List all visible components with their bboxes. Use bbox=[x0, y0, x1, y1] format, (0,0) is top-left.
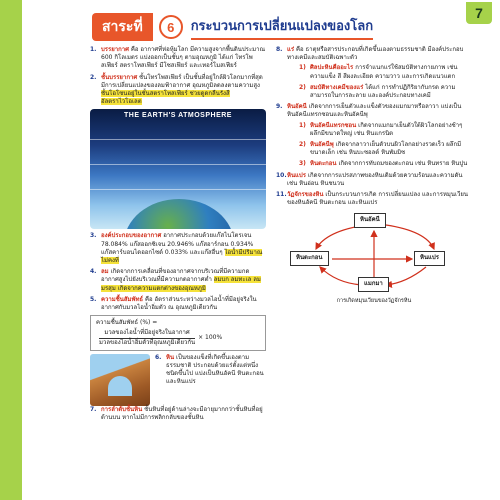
sub-item bbox=[299, 64, 470, 80]
sub-item-number: 2) bbox=[299, 141, 306, 149]
sub-item bbox=[299, 122, 470, 138]
item-number: 10. bbox=[276, 171, 287, 179]
list-item bbox=[276, 46, 470, 100]
sub-item bbox=[299, 84, 470, 100]
sub-item-term: หินอัคนีแทรกซอน bbox=[310, 121, 357, 129]
item-number: 11. bbox=[276, 191, 287, 199]
item-highlight: ชั้นโอโซนอยู่ในชั้นสตราโทสเฟียร์ ช่วยดูดกลืนรังสีอัลตราไวโอเลต bbox=[101, 90, 230, 106]
item-text: ชั้นหินที่อยู่ด้านล่างจะมีอายุมากกว่าชั้นหินที่อยู่ด้านบน หากไม่มีการพลิกกลับของชั้นหิน bbox=[101, 405, 263, 422]
item-term: แร่ bbox=[287, 46, 295, 53]
sub-item-text: เกิดจากลาวาเย็นตัวบนผิวโลกอย่างรวดเร็ว ผลึกมีขนาดเล็ก เช่น หินบะซอลต์ หินพัมมิซ bbox=[310, 141, 462, 157]
item-term: การลำดับชั้นหิน bbox=[101, 405, 143, 413]
formula-box bbox=[90, 315, 266, 351]
formula-row bbox=[96, 329, 260, 346]
section-title: กระบวนการเปลี่ยนแปลงของโลก bbox=[191, 15, 373, 40]
item-term: บรรยากาศ bbox=[101, 46, 129, 53]
item-term: องค์ประกอบของอากาศ bbox=[101, 232, 162, 240]
cycle-arrow bbox=[386, 225, 434, 249]
item-number: 1. bbox=[90, 46, 97, 53]
formula-denominator: มวลของไอน้ำอิ่มตัวที่อุณหภูมิเดียวกัน bbox=[99, 338, 196, 346]
item-text: ชั้นโทรโพสเฟียร์ เป็นชั้นที่อยู่ใกล้ผิวโลกมากที่สุด มีการเปลี่ยนแปลงของลมฟ้าอากาศ อุณหภูมิลดลงตามความสูง bbox=[101, 73, 263, 89]
rock-row bbox=[90, 354, 266, 406]
formula-numerator: มวลของไอน้ำที่มีอยู่จริงในอากาศ bbox=[99, 329, 195, 338]
list-item bbox=[90, 74, 266, 107]
item-term: หินแปร bbox=[287, 171, 306, 179]
sub-item-text: เกิดจากแมกมาเย็นตัวใต้ผิวโลกอย่างช้าๆ ผลึกมีขนาดใหญ่ เช่น หินแกรนิต bbox=[310, 121, 463, 137]
sub-item-number: 2) bbox=[299, 83, 306, 91]
item-term: หิน bbox=[166, 353, 175, 361]
item-text: เกิดจากการเคลื่อนที่ของอากาศจากบริเวณที่มีความกดอากาศสูงไปยังบริเวณที่มีความกดอากาศต่ำ bbox=[101, 268, 250, 284]
item-term: ลม bbox=[101, 268, 109, 276]
item-text: อากาศประกอบด้วยแก๊สไนโตรเจน 78.084% แก๊สออกซิเจน 20.946% แก๊สอาร์กอน 0.934% แก๊สคาร์บอนไดออกไซด์ 0.033% และแก๊สอื่นๆ bbox=[101, 232, 254, 256]
sub-item-term: สมบัติทางเคมีของแร่ bbox=[310, 83, 364, 91]
atmosphere-layer-line bbox=[90, 164, 266, 165]
section-tag: สาระที่ bbox=[92, 13, 153, 41]
earth-illustration bbox=[124, 199, 234, 229]
item-number: 6. bbox=[155, 353, 162, 361]
node-metamorphic: หินแปร bbox=[414, 251, 445, 265]
list-item bbox=[90, 232, 266, 265]
list-item bbox=[155, 354, 266, 403]
item-highlight: ลมบก ลมทะเล ลมมรสุม เกิดจากความแตกต่างของอุณหภูมิ bbox=[101, 276, 261, 292]
cycle-arrow bbox=[386, 267, 426, 285]
sub-item-term: หินตะกอน bbox=[310, 160, 337, 168]
sub-item-text: เกิดจากการทับถมของตะกอน เช่น หินทราย หินปูน bbox=[338, 160, 468, 168]
list-item bbox=[90, 46, 266, 71]
atmosphere-title: THE EARTH'S ATMOSPHERE bbox=[124, 112, 232, 120]
item-number: 5. bbox=[90, 295, 97, 303]
list-item bbox=[276, 103, 470, 168]
formula-multiplier: × 100% bbox=[198, 334, 223, 342]
item-highlight: ไอน้ำมีปริมาณไม่คงที่ bbox=[101, 248, 263, 265]
list-item bbox=[90, 296, 266, 312]
formula-fraction bbox=[99, 329, 195, 346]
item-number: 9. bbox=[276, 103, 283, 111]
sub-item-number: 1) bbox=[299, 121, 306, 129]
diagram-caption: การเกิดหมุนเวียนของวัฏจักรหิน bbox=[336, 298, 412, 305]
sub-list bbox=[287, 122, 470, 169]
page-number: 7 bbox=[466, 2, 492, 24]
item-number: 7. bbox=[90, 405, 97, 413]
formula-label: ความชื้นสัมพัทธ์ (%) = bbox=[96, 319, 158, 327]
list-item bbox=[276, 191, 470, 207]
node-sedimentary: หินตะกอน bbox=[290, 251, 329, 265]
item-term: ความชื้นสัมพัทธ์ bbox=[101, 295, 144, 303]
rock-cycle-diagram bbox=[286, 211, 462, 303]
sub-item-number: 3) bbox=[299, 160, 306, 168]
sub-item-text: การจำแนกแร่ใช้สมบัติทางกายภาพ เช่น ความแข็ง สี สีผงละเอียด ความวาว และการเกิดแนวแตก bbox=[310, 64, 458, 80]
sub-item bbox=[299, 160, 470, 168]
list-item bbox=[90, 268, 266, 293]
atmosphere-image bbox=[90, 109, 266, 229]
node-igneous: หินอัคนี bbox=[354, 213, 386, 227]
item-text: เป็นกระบวนการเกิด การเปลี่ยนแปลง และการหมุนเวียนของหินอัคนี หินตะกอน และหินแปร bbox=[287, 191, 469, 207]
item-number: 2. bbox=[90, 73, 97, 81]
sub-item-term: ศิลปะหินคืออะไร bbox=[310, 64, 354, 72]
section-number: 6 bbox=[159, 15, 183, 39]
left-column bbox=[90, 46, 266, 425]
sub-list bbox=[287, 64, 470, 100]
item-term: หินอัคนี bbox=[287, 103, 307, 111]
atmosphere-layer-line bbox=[90, 189, 266, 190]
atmosphere-layer-line bbox=[90, 139, 266, 140]
sub-item-number: 1) bbox=[299, 64, 306, 72]
item-text: คือ อัตราส่วนระหว่างมวลไอน้ำที่มีอยู่จริงในอากาศกับมวลไอน้ำอิ่มตัว ณ อุณหภูมิเดียวกัน bbox=[101, 295, 257, 312]
item-text: คือ อากาศที่ห่อหุ้มโลก มีความสูงจากพื้นดินประมาณ 600 กิโลเมตร แบ่งออกเป็นชั้นๆ ตามอุณหภูมิ ได้แก่ โทรโพสเฟียร์ สตราโทสเฟียร์ มีโซสเฟียร์ และเทอร์โมสเฟียร์ bbox=[101, 46, 266, 70]
cycle-arrow bbox=[320, 267, 362, 285]
item-text: เกิดจากการแปรสภาพของหินเดิมด้วยความร้อนและความดัน เช่น หินอ่อน หินชนวน bbox=[287, 171, 463, 187]
item-number: 3. bbox=[90, 232, 97, 240]
sub-item bbox=[299, 141, 470, 157]
item-number: 8. bbox=[276, 46, 283, 53]
sub-item-text: ได้แก่ การทำปฏิกิริยากับกรด ความสามารถในการละลาย และองค์ประกอบทางเคมี bbox=[310, 83, 456, 100]
item-term: วัฏจักรของหิน bbox=[287, 191, 324, 199]
rock-arch-image bbox=[90, 354, 150, 406]
sub-item-term: หินอัคนีพุ bbox=[310, 141, 334, 149]
node-magma: แมกมา bbox=[358, 277, 389, 291]
item-number: 4. bbox=[90, 268, 97, 276]
list-item bbox=[276, 172, 470, 188]
item-text: เป็นของแข็งที่เกิดขึ้นเองตามธรรมชาติ ประกอบด้วยแร่ตั้งแต่หนึ่งชนิดขึ้นไป แบ่งเป็นหินอัคนี หินตะกอน และหินแปร bbox=[166, 353, 264, 386]
cycle-arrow bbox=[316, 225, 366, 249]
item-text: เกิดจากการเย็นตัวและแข็งตัวของแมกมาหรือลาวา แบ่งเป็นหินอัคนีแทรกซอนและหินอัคนีพุ bbox=[287, 103, 462, 119]
list-item bbox=[90, 406, 266, 422]
item-text: คือ ธาตุหรือสารประกอบที่เกิดขึ้นเองตามธรรมชาติ มีองค์ประกอบทางเคมีและสมบัติเฉพาะตัว bbox=[287, 46, 464, 62]
section-header bbox=[92, 14, 373, 40]
item-term: ชั้นบรรยากาศ bbox=[101, 73, 138, 81]
right-column bbox=[276, 46, 470, 303]
